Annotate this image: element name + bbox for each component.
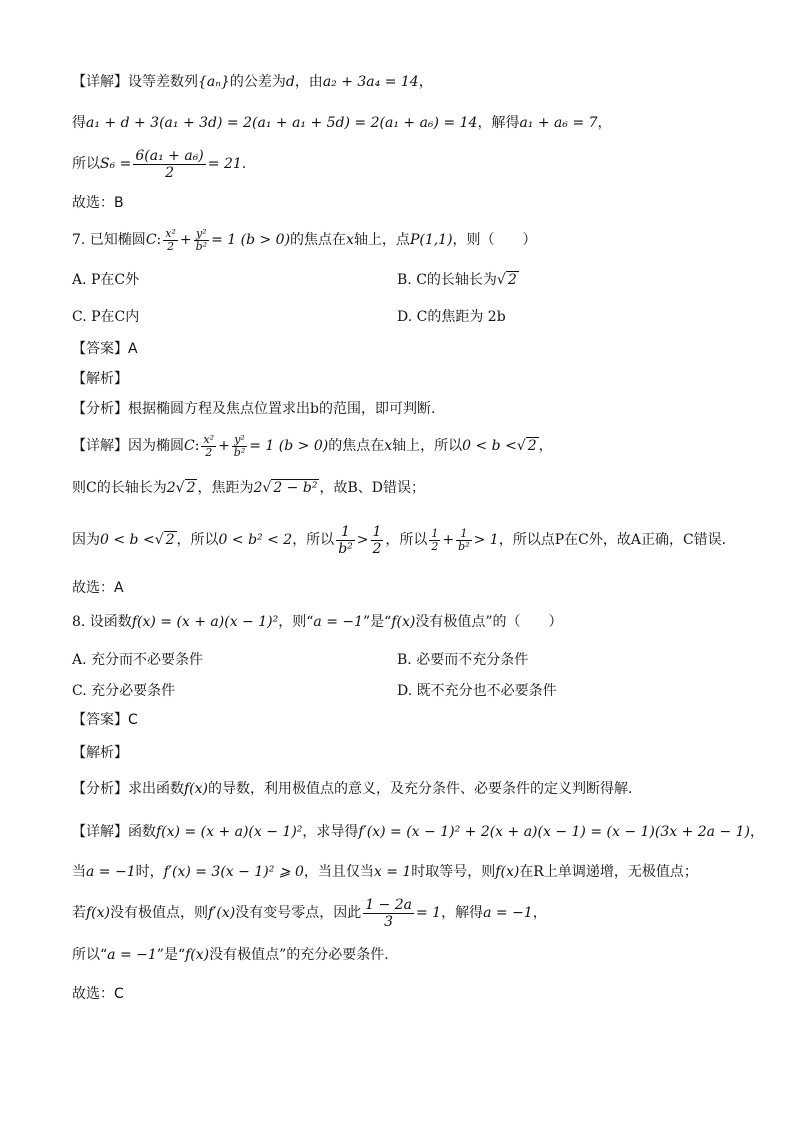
numerator: 1 [372,523,382,540]
text: 【分析】求出函数 [72,781,184,797]
detail-line-1 [72,72,433,92]
text: ，焦距为 [197,480,254,496]
radicand: 2 [507,272,517,288]
math-derivative: f′(x) [208,905,236,921]
math-f: f(x) [391,614,416,630]
radicand: 2 − b² [273,480,318,496]
text: 轴上，点 [353,232,410,248]
denominator: b² [195,239,208,253]
answer-label: 【答案】C [72,712,138,728]
text: 8. 设函数 [72,614,132,630]
radicand: 2 [165,532,175,548]
analysis-label: 【解析】 [72,371,128,387]
text: ，所以点P在C外，故A正确，C错误. [498,532,727,548]
text: ， [532,905,547,921]
math-equation: = 1 [416,905,442,921]
text: 的焦点在 [328,438,385,454]
text: 【详解】函数 [72,824,156,840]
math-point: P(1,1) [409,232,453,248]
math-range: 0 < b < [462,438,517,454]
text: ，求导得 [302,824,359,840]
text: 7. 已知椭圆 [72,232,146,248]
text: ，故B、D错误； [319,480,425,496]
math-d: d [285,74,295,90]
math-f: f(x) [495,864,520,880]
text: ”是“ [156,947,186,963]
text: 没有变号零点，因此 [235,905,362,921]
detail-q7-line-2 [72,478,425,498]
math-function: f(x) = (x + a)(x − 1)² [156,824,303,840]
fraction [194,228,209,253]
fraction [133,148,205,181]
numerator: x² [203,432,215,446]
text: ，所以 [292,532,335,548]
detail-q8-line-2 [72,862,698,882]
numerator: y² [194,228,209,241]
denominator: 2 [205,445,213,459]
plus: + [179,232,192,248]
text: 轴上，所以 [392,438,463,454]
math-f: f(x) [185,947,210,963]
text: B. C的长轴长为 [397,272,497,288]
denominator: b² [338,540,353,557]
math-equation: f′(x) = 3(x − 1)² ⩾ 0 [163,864,304,880]
radicand: 2 [527,438,537,454]
option-d: D. 既不充分也不必要条件 [397,683,557,699]
text: : [194,438,200,454]
math-condition: a = −1 [313,614,364,630]
sqrt: √ 2 − b² [262,480,318,496]
numerator: 1 [456,528,471,541]
fraction [163,228,178,253]
math-rhs: = 1 (b > 0) [211,232,291,248]
denominator: 2 [165,164,175,181]
option-a: A. 充分而不必要条件 [72,652,204,668]
math-condition: a₂ + 3a₄ = 14 [322,74,419,90]
fraction [363,897,414,930]
denominator: 3 [384,913,394,930]
text: ，当且仅当 [303,864,374,880]
text: ， [538,438,553,454]
option-c: C. P在C内 [72,309,140,325]
fraction [232,434,247,459]
select-answer: 故选：A [72,580,124,596]
text: 的导数，利用极值点的意义，及充分条件、必要条件的定义判断得解. [208,781,633,797]
math-x: x [346,232,354,248]
option-b [397,270,519,290]
select-answer: 故选：C [72,986,124,1002]
text: ，解得 [477,115,520,131]
sqrt: √ 2 [175,480,196,496]
text: 【详解】因为椭圆 [72,438,184,454]
sqrt: √ 2 [516,438,537,454]
math-range: 0 < b < [100,532,155,548]
detail-q8-line-3 [72,893,547,933]
text: 得 [72,115,86,131]
fraction [336,524,355,557]
math-equation: a₁ + d + 3(a₁ + 3d) = 2(a₁ + a₁ + 5d) = 2(a₁ + a₆) = 14 [86,115,478,131]
option-a: A. P在C外 [72,272,140,288]
text: 没有极值点”的（ ） [415,614,563,630]
math-gt: > 1 [473,532,499,548]
plus: + [442,532,455,548]
detail-q7-line-3 [72,522,726,558]
text: 的公差为 [229,74,286,90]
text: 因为 [72,532,100,548]
text: ， [750,824,765,840]
math-rhs: = 1 (b > 0) [249,438,329,454]
text: ， [418,74,433,90]
detail-q8-line-4 [72,945,389,965]
math-gt: > [356,532,369,548]
text: 时， [135,864,164,880]
sqrt: √ 2 [154,532,175,548]
text: 没有极值点，则 [110,905,209,921]
denominator: 2 [431,539,439,553]
numerator: 1 [336,524,355,541]
numerator: x² [165,226,176,240]
text: 若 [72,905,86,921]
text: 所以“ [72,947,108,963]
text: 则C的长轴长为 [72,480,167,496]
radicand: 2 [186,480,196,496]
detail-line-2 [72,113,612,133]
question-7 [72,222,537,258]
analysis-text: 【分析】根据椭圆方程及焦点位置求出b的范围，即可判断. [72,401,436,417]
question-8 [72,612,563,632]
math-c: C [145,232,157,248]
numerator: 6(a₁ + a₆) [135,147,204,164]
denominator: 2 [167,239,175,253]
math-f: f(x) [184,781,209,797]
math-sequence: {aₙ} [198,74,230,90]
text: ， [597,115,612,131]
denominator: 2 [372,540,382,557]
text: ，所以 [385,532,428,548]
sqrt: √ 2 [496,272,517,288]
math-rhs: = 21. [207,156,247,172]
text: : [156,232,162,248]
fraction [429,528,440,553]
numerator: 1 − 2a [365,896,412,913]
option-c: C. 充分必要条件 [72,683,176,699]
text: ，解得 [441,905,484,921]
denominator: b² [458,539,470,553]
text: ”是“ [363,614,392,630]
math-derivative: f′(x) = (x − 1)² + 2(x + a)(x − 1) = (x − 1)(3x + 2a − 1) [358,824,751,840]
text: 没有极值点”的充分必要条件. [209,947,389,963]
math-coef: 2 [253,480,263,496]
detail-q8-line-1 [72,822,764,842]
analysis-label: 【解析】 [72,745,128,761]
math-x: x = 1 [373,864,412,880]
text: 的焦点在 [290,232,347,248]
text: 所以 [72,156,100,172]
text: ，由 [294,74,323,90]
numerator: 1 [431,526,439,540]
fraction [456,528,471,553]
text: ，则“ [278,614,314,630]
math-c: C [184,438,195,454]
numerator: y² [232,434,247,447]
text: ，所以 [176,532,219,548]
math-result: a = −1 [483,905,533,921]
plus: + [218,438,230,454]
math-result: a₁ + a₆ = 7 [519,115,598,131]
text: 在R上单调递增，无极值点； [519,864,698,880]
text: 时取等号，则 [411,864,496,880]
select-answer: 故选：B [72,195,124,211]
option-d: D. C的焦距为 2b [397,309,506,325]
detail-q7-line-1 [72,428,553,464]
math-x: x [384,438,393,454]
text: 【详解】设等差数列 [72,74,198,90]
fraction [371,524,384,557]
analysis-text [72,779,632,799]
fraction [201,434,216,459]
math-function: f(x) = (x + a)(x − 1)² [131,614,279,630]
math-coef: 2 [166,480,176,496]
math-f: f(x) [86,905,111,921]
answer-label: 【答案】A [72,341,138,357]
math-condition: a = −1 [107,947,157,963]
math-lhs: S₆ = [100,156,132,172]
math-condition: a = −1 [86,864,136,880]
detail-line-3 [72,146,246,182]
text: 当 [72,864,86,880]
text: ，则（ ） [452,232,537,248]
math-range: 0 < b² < 2 [218,532,293,548]
denominator: b² [233,445,246,459]
option-b: B. 必要而不充分条件 [397,652,529,668]
